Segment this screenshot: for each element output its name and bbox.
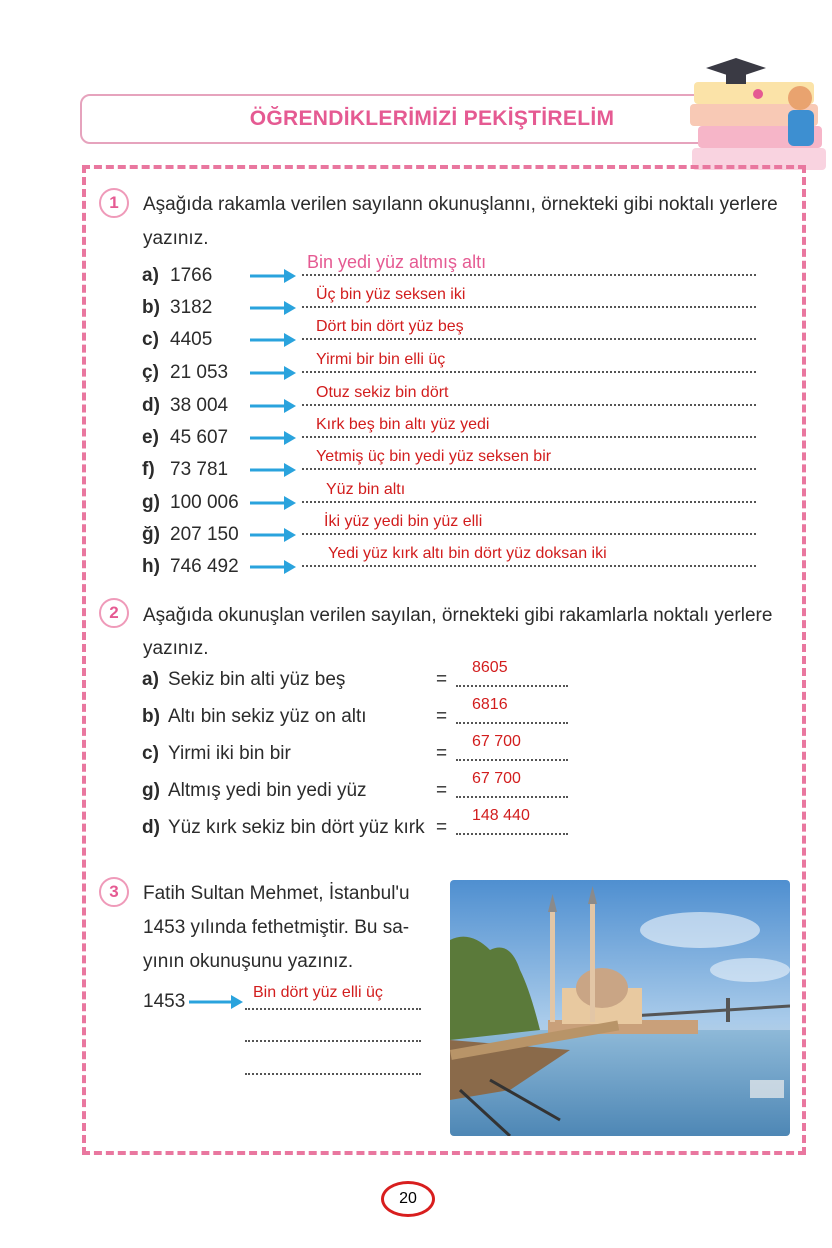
item-text: Yirmi iki bin bir <box>168 743 291 764</box>
answer-row <box>142 448 762 486</box>
answer-row <box>143 986 433 1020</box>
item-number: 1766 <box>170 265 213 286</box>
equals-sign: = <box>436 780 448 801</box>
equals-sign: = <box>436 743 448 764</box>
item-label: h) <box>142 556 160 577</box>
question-text: Aşağıda okunuşlan verilen sayılan, örnekteki gibi rakamlarla noktalı yerlere <box>143 605 773 626</box>
item-label: g) <box>142 780 160 801</box>
answer-line[interactable] <box>456 833 568 835</box>
answer-row <box>142 318 762 356</box>
answer-line[interactable] <box>302 436 756 438</box>
item-label: c) <box>142 743 159 764</box>
answer-line[interactable] <box>245 1073 421 1075</box>
answer-row <box>142 733 582 771</box>
handwritten-answer: İki yüz yedi bin yüz elli <box>324 513 483 530</box>
item-text: Yüz kırk sekiz bin dört yüz kırk <box>168 817 425 838</box>
question-text: yazınız. <box>143 638 209 659</box>
item-label: d) <box>142 395 160 416</box>
arrow-right-icon <box>250 428 296 448</box>
item-text: Altı bin sekiz yüz on altı <box>168 706 367 727</box>
question-number: 2 <box>99 598 129 628</box>
answer-line[interactable] <box>456 722 568 724</box>
answer-line[interactable] <box>245 1008 421 1010</box>
handwritten-answer: Yetmiş üç bin yedi yüz seksen bir <box>316 448 552 465</box>
item-number: 3182 <box>170 297 213 318</box>
item-label: f) <box>142 459 155 480</box>
handwritten-answer: 67 700 <box>472 770 521 787</box>
arrow-right-icon <box>250 460 296 480</box>
answer-line[interactable] <box>302 468 756 470</box>
ortakoy-mosque-photo <box>450 880 790 1136</box>
handwritten-answer: Dört bin dört yüz beş <box>316 318 464 335</box>
answer-row <box>142 696 582 734</box>
question-text: yının okunuşunu yazınız. <box>143 951 354 972</box>
item-label: ç) <box>142 362 159 383</box>
item-label: c) <box>142 329 159 350</box>
answer-line[interactable] <box>302 371 756 373</box>
answer-line[interactable] <box>302 404 756 406</box>
item-number: 38 004 <box>170 395 229 416</box>
answer-line[interactable] <box>456 685 568 687</box>
item-text: Sekiz bin alti yüz beş <box>168 669 346 690</box>
handwritten-answer: 6816 <box>472 696 508 713</box>
answer-row <box>142 659 582 697</box>
example-answer: Bin yedi yüz altmış altı <box>307 252 487 272</box>
handwritten-answer: Yedi yüz kırk altı bin dört yüz doksan iki <box>328 545 607 562</box>
question-number: 1 <box>99 188 129 218</box>
question-text: 1453 yılında fethetmiştir. Bu sa- <box>143 917 410 938</box>
handwritten-answer: Otuz sekiz bin dört <box>316 384 449 401</box>
arrow-right-icon <box>189 992 243 1012</box>
question-text: Aşağıda rakamla verilen sayılann okunuşlannı, örnekteki gibi noktalı yerlere <box>143 194 778 215</box>
page-number: 20 <box>381 1181 435 1217</box>
arrow-right-icon <box>250 298 296 318</box>
item-label: a) <box>142 669 159 690</box>
answer-line[interactable] <box>302 306 756 308</box>
handwritten-answer: Kırk beş bin altı yüz yedi <box>316 416 490 433</box>
answer-line[interactable] <box>302 501 756 503</box>
question-text: Fatih Sultan Mehmet, İstanbul'u <box>143 883 410 904</box>
answer-line[interactable] <box>302 338 756 340</box>
item-label: e) <box>142 427 159 448</box>
answer-line[interactable] <box>245 1040 421 1042</box>
arrow-right-icon <box>250 557 296 577</box>
answer-row <box>142 545 762 583</box>
answer-line[interactable] <box>302 274 756 276</box>
handwritten-answer: Üç bin yüz seksen iki <box>316 286 466 303</box>
answer-line[interactable] <box>302 533 756 535</box>
item-number: 100 006 <box>170 492 239 513</box>
item-number: 746 492 <box>170 556 239 577</box>
answer-line[interactable] <box>456 796 568 798</box>
title-box <box>80 94 784 144</box>
handwritten-answer: Yirmi bir bin elli üç <box>316 351 446 368</box>
item-number: 73 781 <box>170 459 229 480</box>
answer-row <box>142 770 582 808</box>
item-label: b) <box>142 706 160 727</box>
item-label: ğ) <box>142 524 160 545</box>
books-illustration <box>688 52 830 180</box>
answer-row <box>142 351 762 389</box>
arrow-right-icon <box>250 363 296 383</box>
equals-sign: = <box>436 706 448 727</box>
item-number: 4405 <box>170 329 213 350</box>
question-text: yazınız. <box>143 228 209 249</box>
item-label: b) <box>142 297 160 318</box>
answer-line[interactable] <box>302 565 756 567</box>
arrow-right-icon <box>250 396 296 416</box>
handwritten-answer: Yüz bin altı <box>326 481 406 498</box>
handwritten-answer: Bin dört yüz elli üç <box>253 984 383 1001</box>
page-title: ÖĞRENDİKLERİMİZİ PEKİŞTİRELİM <box>249 107 615 130</box>
equals-sign: = <box>436 669 448 690</box>
arrow-right-icon <box>250 525 296 545</box>
handwritten-answer: 8605 <box>472 659 508 676</box>
question-number: 3 <box>99 877 129 907</box>
item-number: 21 053 <box>170 362 229 383</box>
item-text: Altmış yedi bin yedi yüz <box>168 780 367 801</box>
item-number: 1453 <box>143 991 186 1012</box>
arrow-right-icon <box>250 266 296 286</box>
item-label: d) <box>142 817 160 838</box>
answer-row <box>142 807 582 845</box>
handwritten-answer: 148 440 <box>472 807 530 824</box>
answer-line[interactable] <box>456 759 568 761</box>
equals-sign: = <box>436 817 448 838</box>
item-number: 45 607 <box>170 427 229 448</box>
item-label: g) <box>142 492 160 513</box>
arrow-right-icon <box>250 330 296 350</box>
arrow-right-icon <box>250 493 296 513</box>
item-number: 207 150 <box>170 524 239 545</box>
handwritten-answer: 67 700 <box>472 733 521 750</box>
item-label: a) <box>142 265 159 286</box>
